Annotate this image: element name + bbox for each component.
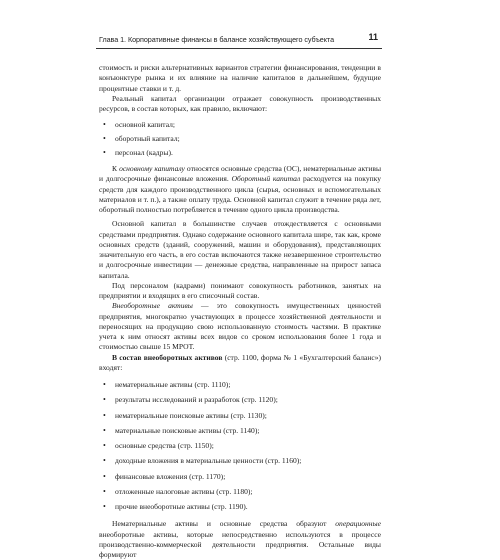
capital-components-list	[99, 120, 381, 158]
noncurrent-assets-list	[99, 380, 381, 512]
running-header	[96, 29, 382, 49]
paragraph-8	[99, 519, 381, 560]
list-item: • основной капитал;	[99, 120, 381, 130]
paragraph-6	[99, 301, 381, 352]
paragraph-7	[99, 353, 381, 374]
bold-lead: В состав внеоборотных активов	[112, 352, 223, 362]
list-item: • результаты исследований и разработок (стр. 1120);	[99, 395, 381, 405]
paragraph-text: относятся основные средства (ОС), нематериальные активы и долгосрочные финансовые вложения.	[99, 164, 382, 184]
list-item: • доходные вложения в материальные ценности (стр. 1160);	[99, 456, 381, 466]
list-item: • основные средства (стр. 1150);	[99, 441, 381, 451]
paragraph-1: стоимость и риски альтернативных вариантов стратегии финансирования, тенденции в конъюнктуре рынка и их влияние на наличие капиталов в дальнейшем, будущие процентные ставки и т. д.	[99, 63, 381, 93]
paragraph-4: Основной капитал в большинстве случаев отождествляется с основными средствами предприятия. Однако содержание основного капитала шире, так как, кроме основных средств (зданий, сооружений, машин и оборудования), представляющих значительную его часть, в его состав включаются также незавершенное строительство и долгосрочные инвестиции — денежные средства, направленные на прирост запаса капитала.	[99, 219, 381, 280]
paragraph-2: Реальный капитал организации отражает совокупность производственных ресурсов, в состав которых, как правило, включают:	[99, 93, 381, 113]
term-fixed-capital: основному капиталу	[119, 164, 185, 173]
paragraph-text: внеоборотные активы, которые непосредственно используются в процессе производственно-коммерческой деятельности предприятия. Остальные виды формируют	[99, 529, 381, 559]
paragraph-text: Нематериальные активы и основные средства образуют	[112, 519, 336, 529]
list-item: • отложенные налоговые активы (стр. 1180);	[99, 487, 381, 497]
paragraph-text: расходуется на покупку средств для каждого производственного цикла (сырья, основных и вспомогательных материалов и т. п.), а также оплату труда. Основной капитал служит в течение ряда лет, оборотный полностью потребляется в течение одного цикла производства.	[99, 174, 382, 214]
term-noncurrent-assets: Внеоборотные активы	[112, 301, 193, 311]
term-working-capital: Оборотный капитал	[231, 174, 301, 184]
list-item: • финансовые вложения (стр. 1170);	[99, 472, 381, 482]
term-operational: операционные	[335, 519, 381, 529]
list-item: • персонал (кадры).	[99, 148, 381, 158]
paragraph-text: К	[112, 164, 120, 173]
paragraph-5: Под персоналом (кадрами) понимают совокупность работников, занятых на предприятии и входящих в его списочный состав.	[99, 280, 381, 300]
paragraph-text: (стр. 1100, форма № 1 «Бухгалтерский баланс») входят:	[99, 352, 381, 372]
page-number: 11	[368, 32, 378, 42]
list-item: • оборотный капитал;	[99, 134, 381, 144]
list-item: • материальные поисковые активы (стр. 1140);	[99, 426, 381, 436]
chapter-title: Глава 1. Корпоративные финансы в балансе хозяйствующего субъекта	[99, 35, 335, 44]
paragraph-3	[99, 164, 381, 215]
body-text	[99, 63, 381, 560]
list-item: • нематериальные активы (стр. 1110);	[99, 380, 381, 390]
paragraph-text: — это совокупность имущественных ценностей предприятия, многократно участвующих в процессе хозяйственной деятельности и переносящих на продукцию свою использованную стоимость частями. В практике учета к ним относят активы всех видов со сроком использования более 1 года и стоимостью свыше 15 МРОТ.	[99, 301, 381, 352]
list-item: • нематериальные поисковые активы (стр. 1130);	[99, 411, 381, 421]
list-item: • прочие внеоборотные активы (стр. 1190).	[99, 502, 381, 512]
